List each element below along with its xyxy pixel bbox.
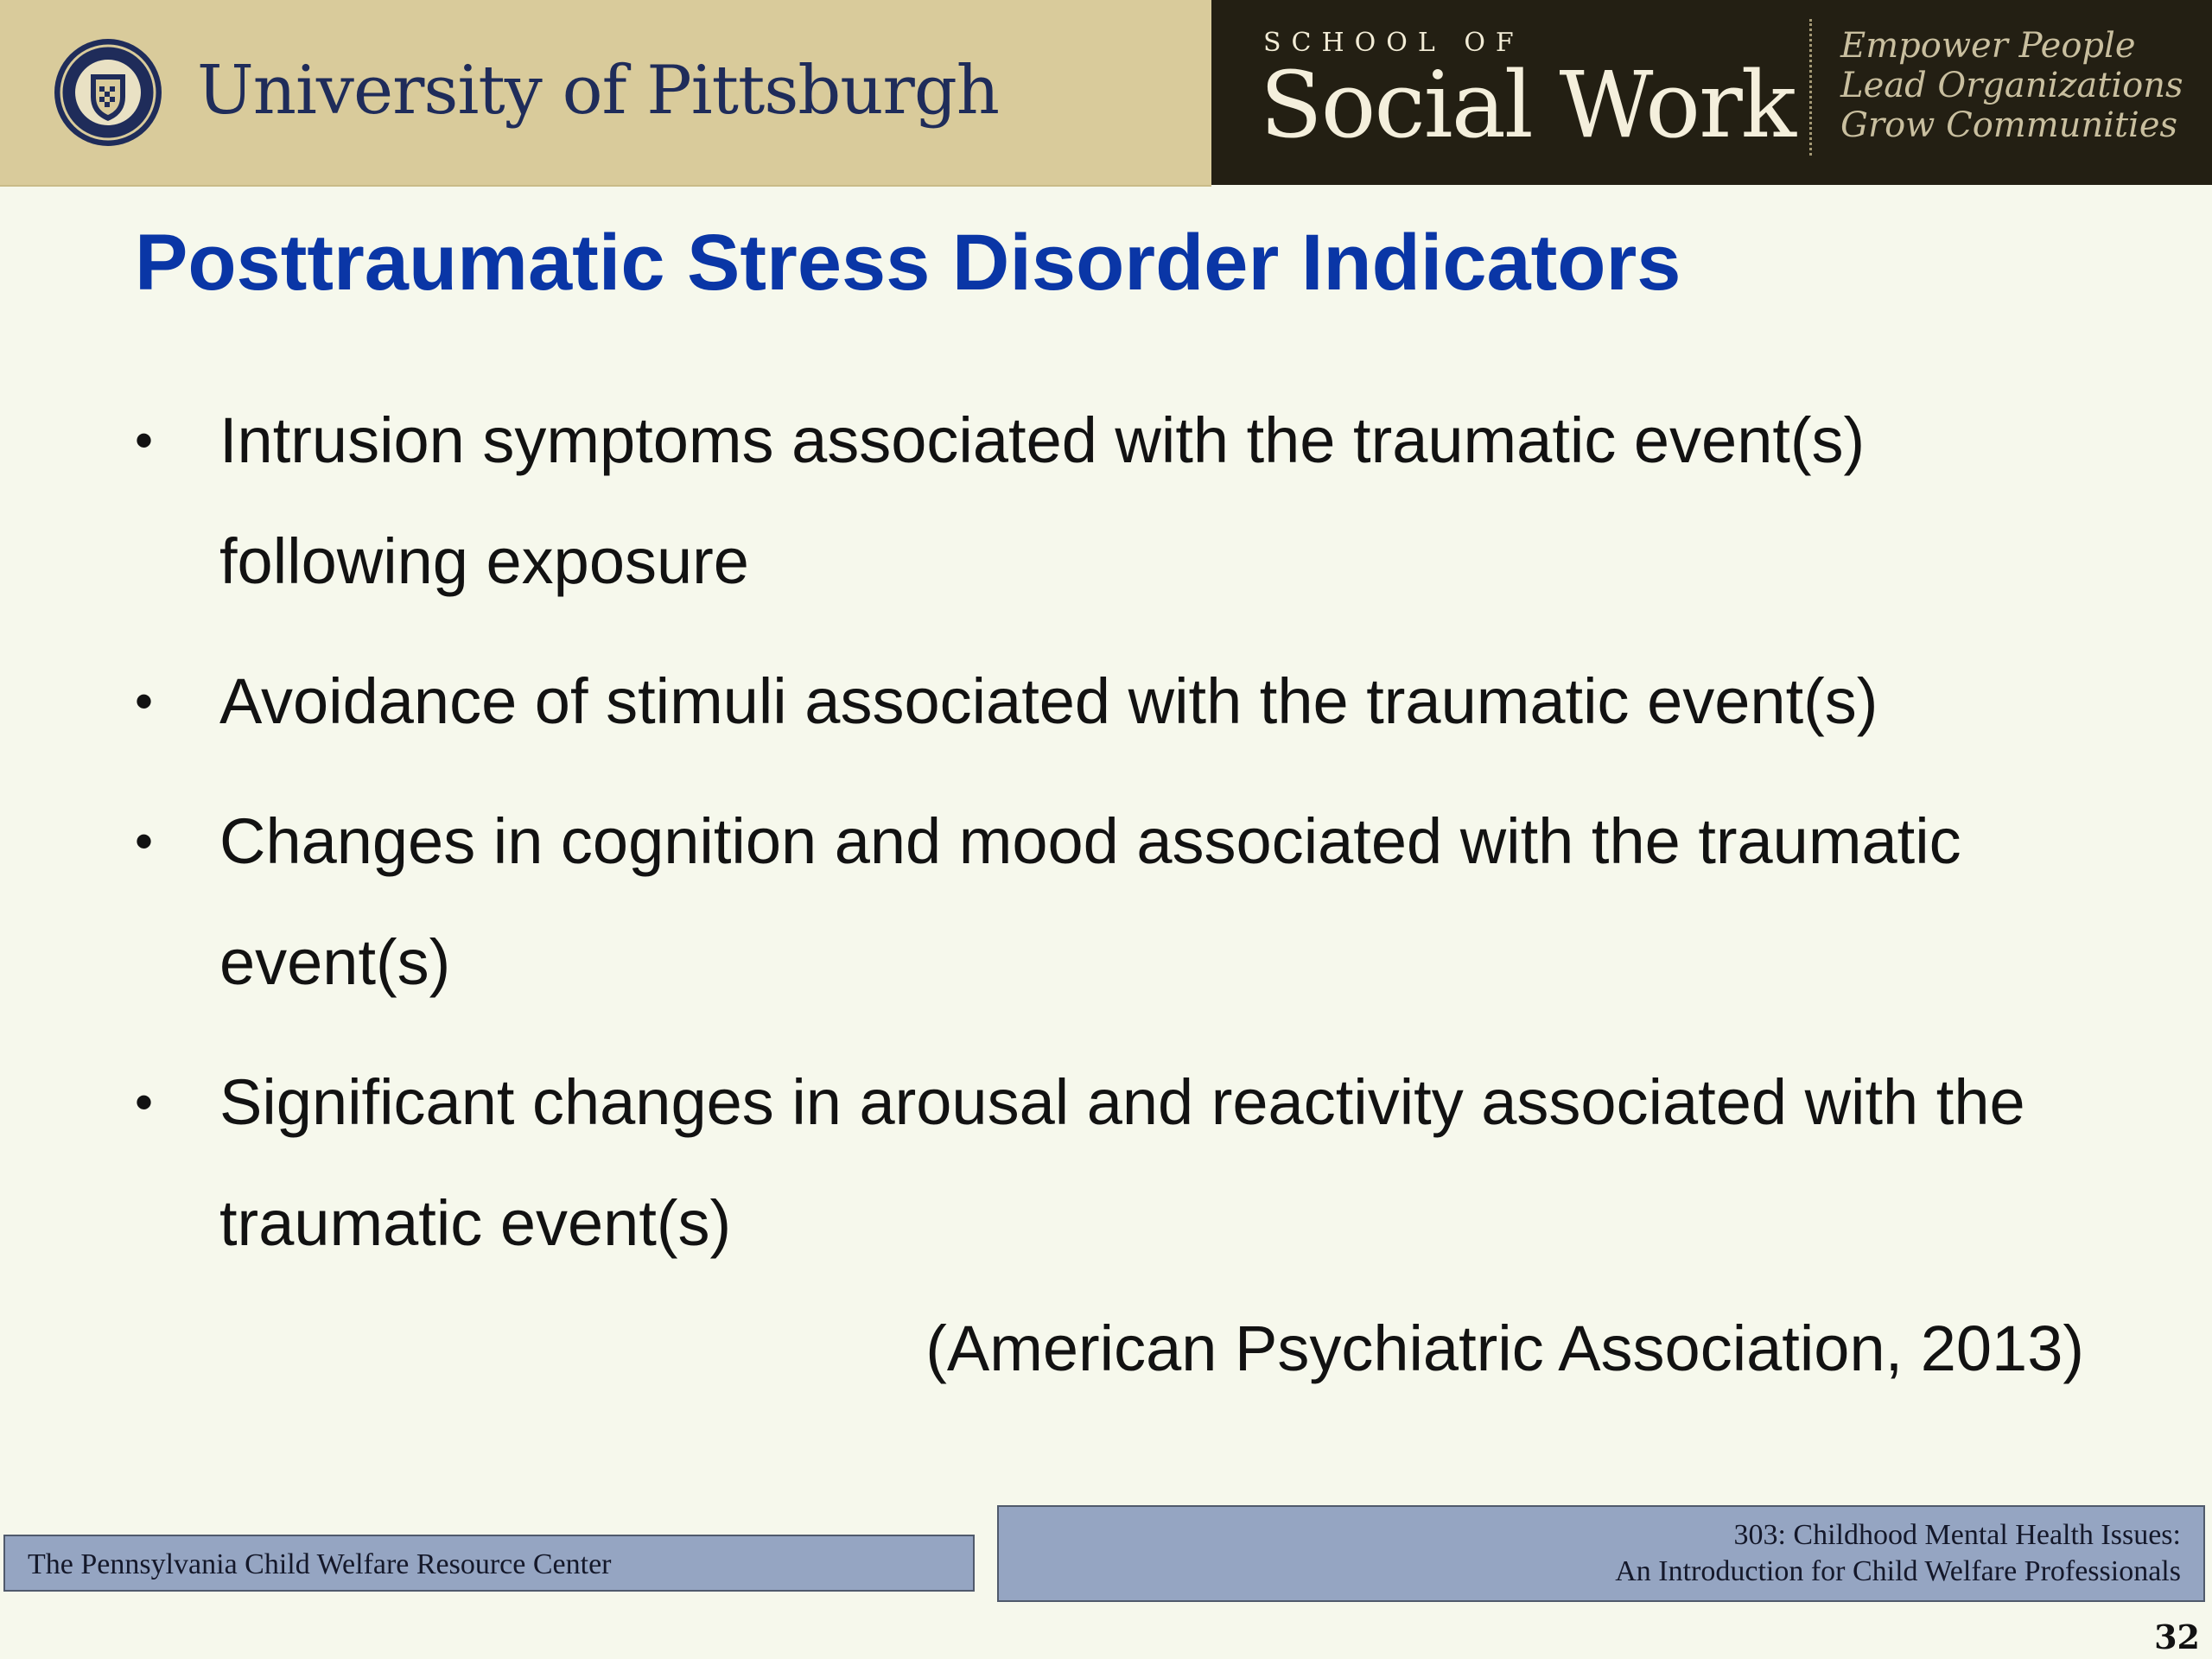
bullet-text: Changes in cognition and mood associated with the traumatic event(s) bbox=[219, 805, 1961, 998]
bullet-dot-icon: • bbox=[135, 411, 154, 469]
bullet-text: Significant changes in arousal and reactivity associated with the traumatic event(s) bbox=[219, 1066, 2025, 1259]
bullet-dot-icon: • bbox=[135, 1073, 154, 1131]
banner-divider bbox=[1809, 19, 1812, 156]
bullet-dot-icon: • bbox=[135, 812, 154, 870]
bullet-item bbox=[135, 380, 2122, 622]
citation: (American Psychiatric Association, 2013) bbox=[925, 1313, 2084, 1384]
bullet-item bbox=[135, 1042, 2122, 1284]
bullet-list bbox=[135, 380, 2122, 1303]
bullet-dot-icon: • bbox=[135, 672, 154, 730]
footer-course-subtitle: An Introduction for Child Welfare Professionals bbox=[1615, 1555, 2181, 1587]
school-of-label: SCHOOL OF bbox=[1263, 28, 1524, 58]
university-seal-icon bbox=[52, 36, 164, 149]
tagline-grow: Grow Communities bbox=[1840, 105, 2178, 145]
page-number: 32 bbox=[2154, 1618, 2200, 1656]
footer-right-box bbox=[997, 1505, 2205, 1602]
footer-left-box bbox=[3, 1535, 975, 1592]
bullet-text: Intrusion symptoms associated with the traumatic event(s) following exposure bbox=[219, 404, 1866, 597]
slide-title: Posttraumatic Stress Disorder Indicators bbox=[135, 219, 1681, 307]
bullet-item bbox=[135, 781, 2122, 1023]
school-name: Social Work bbox=[1260, 52, 1795, 158]
tagline-lead: Lead Organizations bbox=[1840, 66, 2183, 105]
bullet-item bbox=[135, 641, 2122, 762]
university-name: University of Pittsburgh bbox=[197, 52, 999, 130]
tagline-empower: Empower People bbox=[1840, 26, 2136, 66]
footer-organization: The Pennsylvania Child Welfare Resource Center bbox=[28, 1548, 612, 1580]
footer-course-title: 303: Childhood Mental Health Issues: bbox=[1733, 1519, 2181, 1551]
bullet-text: Avoidance of stimuli associated with the traumatic event(s) bbox=[219, 665, 1878, 737]
